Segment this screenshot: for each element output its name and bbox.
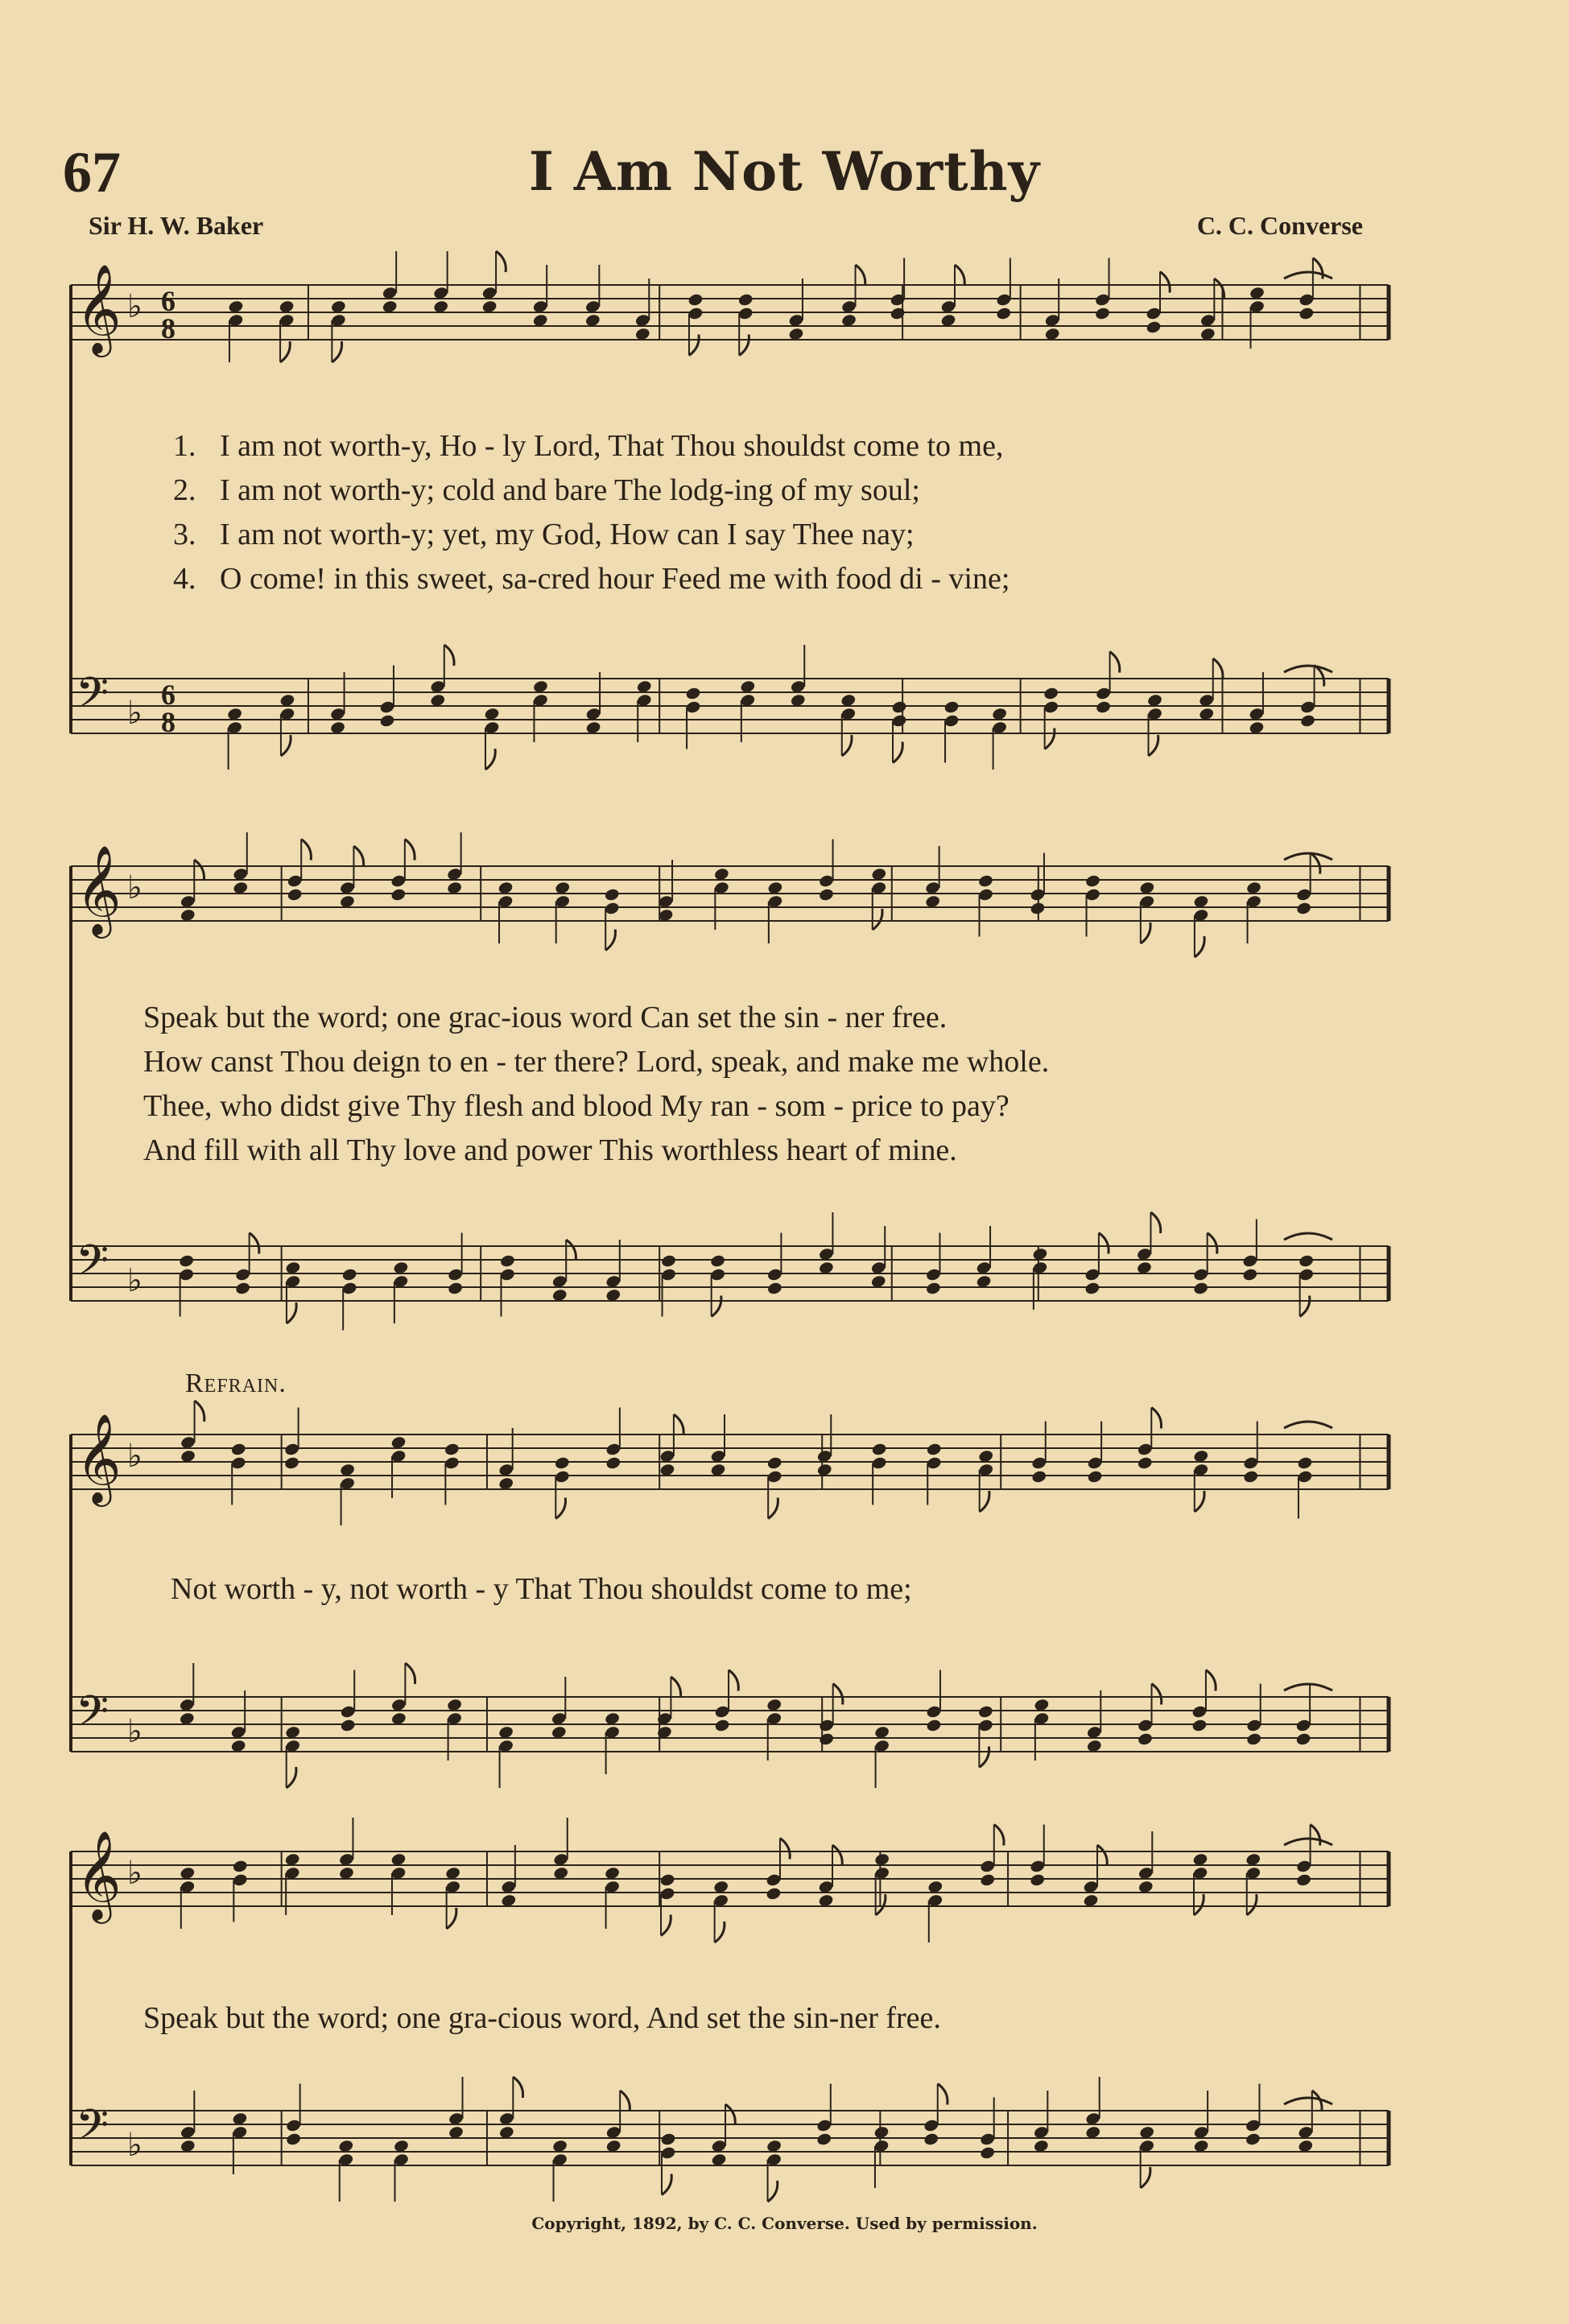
note-head [737, 292, 754, 307]
note-head [996, 306, 1012, 320]
note-head [660, 1253, 676, 1268]
fermata-tie [1284, 1839, 1332, 1845]
note-head [285, 2132, 301, 2146]
note-head [923, 2132, 939, 2146]
note-head [1095, 700, 1111, 714]
note-head [687, 292, 704, 307]
note-head [1146, 320, 1162, 334]
note-head [926, 1442, 942, 1456]
refrain-label: Refrain. [185, 1368, 287, 1398]
note-flag [768, 2181, 778, 2202]
note-flag [605, 930, 615, 951]
note-flag [444, 645, 454, 666]
verse-line-4b: And fill with all Thy love and power This worthless heart of mine. [143, 1133, 957, 1167]
verse-number: 4. [173, 562, 196, 596]
bass-clef: 𝄢 [76, 2101, 109, 2161]
author-credit: Sir H. W. Baker [89, 211, 264, 240]
note-head [1191, 1718, 1208, 1732]
note-flag [485, 749, 495, 770]
fermata-tie [1284, 2098, 1332, 2104]
verse-number: 2. [173, 473, 196, 507]
note-head [1087, 1469, 1103, 1484]
note-head [926, 1718, 942, 1732]
note-head [554, 1455, 570, 1470]
note-head [1295, 1732, 1311, 1746]
note-head [1246, 1732, 1262, 1746]
verse-line-2b: How canst Thou deign to en - ter there? Lord, speak, and make me whole. [143, 1045, 1050, 1079]
note-flag [405, 840, 415, 861]
key-flat-sign: ♭ [127, 1855, 142, 1892]
note-head [1031, 1469, 1047, 1484]
note-flag [1194, 1894, 1204, 1915]
note-flag [1152, 1684, 1162, 1705]
note-head [1295, 901, 1311, 915]
note-head [1084, 873, 1100, 888]
note-flag [620, 2091, 630, 2111]
note-head [379, 713, 395, 728]
hymn-title: I Am Not Worthy [528, 140, 1041, 203]
time-signature-top: 6 [161, 285, 175, 317]
bass-clef: 𝄢 [76, 669, 109, 729]
note-head [943, 700, 960, 714]
note-flag [955, 265, 964, 286]
note-head [287, 887, 303, 902]
note-head [1243, 1469, 1259, 1484]
note-flag [1045, 729, 1055, 749]
note-head [818, 1732, 834, 1746]
note-head [891, 700, 907, 714]
note-flag [729, 1670, 738, 1691]
note-flag [447, 1908, 456, 1929]
note-flag [513, 2077, 522, 2098]
note-flag [1311, 1825, 1320, 1846]
note-head [234, 1281, 250, 1295]
note-head [980, 1872, 996, 1887]
note-head [871, 1442, 887, 1456]
note-head [341, 1267, 357, 1282]
note-head [979, 2145, 995, 2160]
key-flat-sign: ♭ [127, 695, 142, 732]
bass-clef: 𝄢 [76, 1236, 109, 1296]
note-head [766, 1886, 782, 1901]
note-flag [280, 341, 290, 362]
fermata-tie [1284, 272, 1332, 279]
fermata-tie [1284, 1422, 1332, 1428]
note-flag [833, 1684, 843, 1705]
note-flag [287, 1302, 296, 1323]
lyric-text: O come! in this sweet, sa-cred hour Feed me with food di - vine; [220, 562, 1010, 596]
treble-clef: 𝄞 [76, 1830, 122, 1920]
time-signature-top: 6 [161, 679, 175, 711]
verse-number: 3. [173, 518, 196, 551]
note-flag [1195, 936, 1204, 957]
note-head [1299, 306, 1315, 320]
fermata-tie [1284, 1233, 1332, 1240]
key-flat-sign: ♭ [127, 288, 142, 325]
treble-clef: 𝄞 [76, 263, 122, 353]
key-flat-sign: ♭ [127, 1262, 142, 1299]
note-flag [1300, 1296, 1310, 1317]
note-head [977, 873, 993, 888]
note-flag [1160, 272, 1170, 293]
note-flag [994, 1825, 1004, 1846]
note-flag [671, 1677, 680, 1698]
note-head [766, 1281, 782, 1295]
note-flag [739, 335, 749, 356]
note-head [816, 2132, 832, 2146]
note-head [605, 1455, 621, 1470]
note-head [1094, 306, 1110, 320]
note-flag [1150, 1212, 1160, 1233]
note-flag [301, 840, 311, 861]
time-signature-bottom: 8 [161, 706, 175, 738]
note-head [1084, 1281, 1100, 1295]
note-head [685, 686, 701, 700]
refrain-line-2: Speak but the word; one gra-cious word, And set the sin-ner free. [143, 2001, 941, 2035]
note-head [1137, 1455, 1153, 1470]
hymn-number: 67 [63, 140, 121, 204]
note-flag [979, 1747, 989, 1768]
note-flag [194, 860, 204, 881]
note-flag [1312, 2091, 1322, 2111]
note-flag [195, 1401, 204, 1422]
note-flag [1141, 2167, 1150, 2188]
note-flag [1195, 1491, 1204, 1512]
note-flag [281, 735, 291, 756]
verse-line-1b: Speak but the word; one grac-ious word Can set the sin - ner free. [143, 1001, 948, 1034]
note-head [1030, 901, 1046, 915]
fermata-tie [1284, 666, 1332, 672]
key-flat-sign: ♭ [127, 2127, 142, 2164]
verse-line-3b: Thee, who didst give Thy flesh and blood My ran - som - price to pay? [143, 1089, 1010, 1123]
note-flag [1149, 735, 1158, 756]
note-flag [715, 1922, 725, 1942]
verse-number: 1. [173, 429, 196, 463]
note-head [890, 306, 906, 320]
note-flag [1110, 652, 1120, 673]
note-flag [1206, 1670, 1216, 1691]
note-flag [689, 335, 699, 356]
refrain-line-1: Not worth - y, not worth - y That Thou shouldst come to me; [171, 1572, 912, 1606]
note-flag [873, 909, 882, 930]
fermata-tie [1284, 853, 1332, 860]
note-head [1297, 1455, 1313, 1470]
note-head [1245, 2132, 1261, 2146]
note-head [660, 2132, 676, 2146]
note-flag [1213, 658, 1223, 679]
note-head [1242, 1267, 1258, 1282]
note-head [499, 1253, 515, 1268]
note-head [709, 1253, 725, 1268]
note-flag [566, 1240, 576, 1261]
note-head [659, 1872, 675, 1887]
note-flag [287, 1767, 296, 1788]
note-flag [661, 1915, 671, 1936]
note-flag [1097, 1845, 1107, 1866]
key-flat-sign: ♭ [127, 869, 142, 906]
note-flag [938, 2084, 948, 2105]
note-flag [662, 2174, 671, 2195]
note-flag [832, 1845, 842, 1866]
note-head [1299, 713, 1315, 728]
note-flag [1151, 1408, 1161, 1429]
fermata-tie [1284, 1684, 1332, 1690]
note-head [604, 887, 620, 902]
note-flag [1099, 1233, 1109, 1254]
note-head [444, 1442, 460, 1456]
note-head [1030, 1872, 1046, 1887]
lyric-text: I am not worth-y, Ho - ly Lord, That Thou shouldst come to me, [220, 429, 1004, 463]
time-signature-bottom: 8 [161, 312, 175, 345]
note-flag [980, 1491, 989, 1512]
note-flag [725, 2104, 735, 2125]
note-flag [768, 1498, 778, 1519]
note-head [1295, 1872, 1311, 1887]
composer-credit: C. C. Converse [1196, 211, 1363, 240]
note-flag [250, 1233, 259, 1254]
note-head [178, 1253, 194, 1268]
note-head [977, 1704, 993, 1719]
note-flag [1247, 1894, 1257, 1915]
note-flag [1141, 923, 1150, 943]
note-flag [1313, 258, 1323, 279]
note-head [714, 1718, 730, 1732]
note-head [1137, 1732, 1153, 1746]
note-flag [780, 1839, 790, 1860]
note-head [232, 1859, 248, 1873]
note-head [925, 1281, 941, 1295]
note-flag [405, 1663, 415, 1684]
key-flat-sign: ♭ [127, 1438, 142, 1475]
note-head [766, 1455, 782, 1470]
lyric-text: I am not worth-y; yet, my God, How can I say Thee nay; [220, 518, 915, 551]
note-flag [856, 265, 865, 286]
note-flag [1208, 1233, 1217, 1254]
note-head [818, 887, 834, 902]
note-head [1192, 1281, 1208, 1295]
note-head [390, 887, 407, 902]
treble-clef: 𝄞 [76, 1413, 122, 1503]
note-head [447, 1281, 463, 1295]
note-flag [893, 742, 902, 763]
note-head [1043, 686, 1059, 700]
lyric-text: I am not worth-y; cold and bare The lodg-ing of my soul; [220, 473, 920, 507]
note-flag [674, 1414, 683, 1435]
note-flag [1311, 853, 1320, 874]
copyright-notice: Copyright, 1892, by C. C. Converse. Used by permission. [531, 2214, 1038, 2233]
note-flag [332, 341, 341, 362]
note-head [1298, 1253, 1314, 1268]
note-flag [496, 251, 506, 272]
bass-clef: 𝄢 [76, 1687, 109, 1747]
note-flag [712, 1296, 721, 1317]
note-flag [842, 735, 852, 756]
treble-clef: 𝄞 [76, 844, 122, 935]
note-flag [555, 1498, 565, 1519]
note-flag [353, 846, 363, 867]
note-head [230, 1442, 246, 1456]
key-flat-sign: ♭ [127, 1713, 142, 1750]
note-head [340, 1718, 356, 1732]
note-head [283, 1455, 299, 1470]
